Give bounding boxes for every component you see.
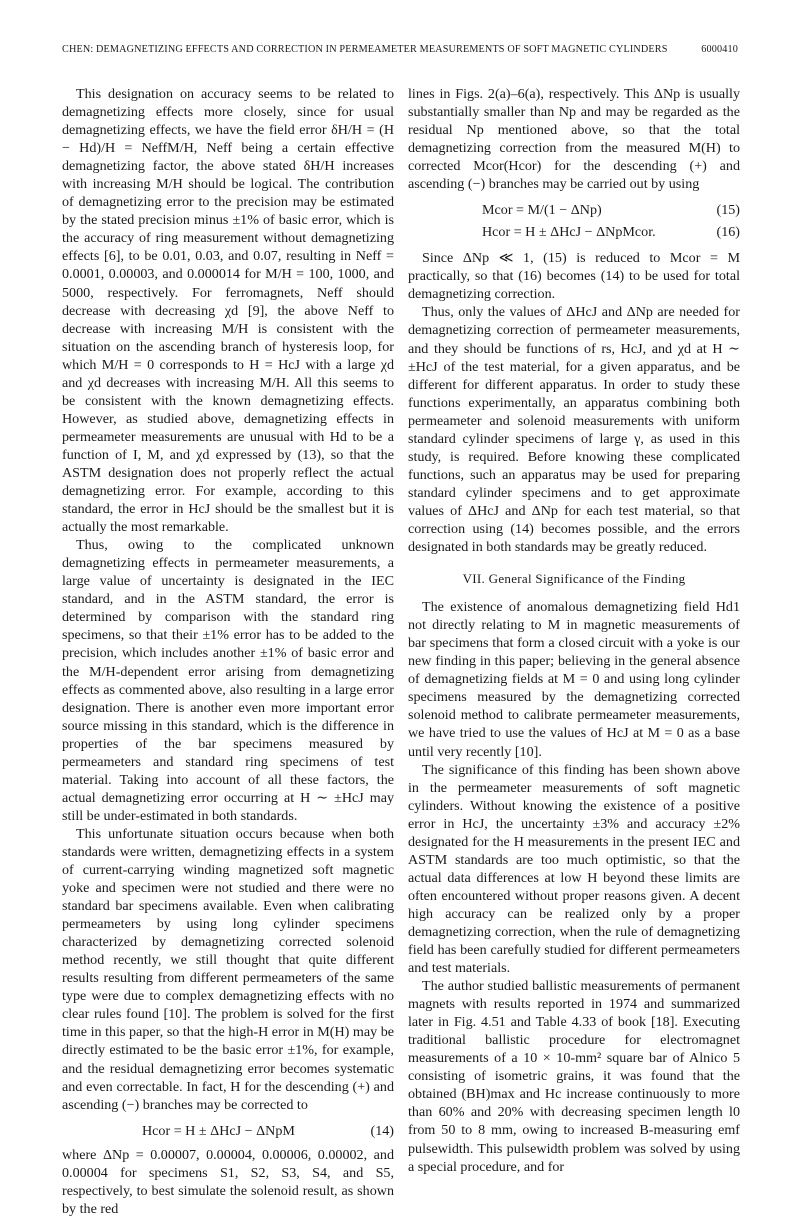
- section-title: General Significance of the Finding: [488, 571, 686, 587]
- body-paragraph: where ΔNp = 0.00007, 0.00004, 0.00006, 0.00002, and 0.00004 for specimens S1, S2, S3, S4, and S5, respectively, to best simulate the solenoid result, as shown by the red: [62, 1146, 394, 1217]
- body-paragraph: Thus, only the values of ΔHcJ and ΔNp are needed for demagnetizing correction of permeameter measurements, and they should be functions of rs, HcJ, and χd at H ∼ ±HcJ of the test material, for a given apparatus, and be different for different apparatus. In order to study these functions experimentally, an apparatus combining both permeameter and solenoid measurements with uniform standard cylinder specimens of large γ, as used in this study, is required. Before knowing these complicated functions, such an apparatus may be used for preparing standard cylinder specimens and to get approximate values of ΔHcJ and ΔNp for each test material, so that correction using (14) becomes possible, and the errors designated in both standards may be greatly reduced.: [408, 304, 740, 556]
- body-paragraph: This unfortunate situation occurs because when both standards were written, demagnetizing effects in a system of current-carrying winding magnetized soft magnetic yoke and specimen were not studied and there were no standard bar specimens available. Even when calibrating permeameters by using long cylinder specimens characterized by demagnetizing corrected solenoid method recently, we still thought that quite different results resulting from different permeameters of the same type were due to complex demagnetizing effects with no clear rules found [10]. The problem is solved for the first time in this paper, so that the high-H error in M(H) may be directly estimated to be the basic error ±1%, for example, and the residual demagnetizing error becomes systematic and even correctable. In fact, H for the descending (+) and ascending (−) branches may be corrected to: [62, 825, 394, 1113]
- section-number: VII.: [462, 571, 486, 587]
- body-paragraph: The author studied ballistic measurements of permanent magnets with results reported in 1974 and summarized later in Fig. 4.51 and Table 4.33 of book [18]. Executing traditional ballistic procedure for electromagnet measurements of a 10 × 10-mm² square bar of Alnico 5 consisting of isometric grains, it was found that the obtained (BH)max and Hc increase continuously to more than 60% and 20% with decreasing specimen length l0 from 50 to 8 mm, owing to increased B-measuring emf pulsewidth. This pulsewidth problem was solved by using a special procedure, and for: [408, 978, 740, 1175]
- equation-16: [408, 221, 740, 243]
- body-paragraph: This designation on accuracy seems to be related to demagnetizing effects more closely, since for usual demagnetizing effects, we have the field error δH/H = (H − Hd)/H = NeffM/H, Neff being a certain effective demagnetizing factor, the above stated δH/H increases with increasing M/H should be logical. The contribution of demagnetizing error to the precision may be estimated by the stated precision minus ±1% of basic error, which is the accuracy of ring measurement without demagnetizing effects [6], to be 0.01, 0.03, and 0.07, resulting in Neff = 0.0001, 0.00003, and 0.000014 for M/H = 100, 1000, and 5000, respectively. For ferromagnets, Neff should decrease with decreasing χd [9], the above Neff to decrease with increasing M/H is consistent with the situation on the ascending branch of hysteresis loop, for which M/H = 0 corresponds to H = HcJ with a large χd and χd decreases with increasing M/H. All this seems to be consistent with the known demagnetizing effects. However, as studied above, demagnetizing effects in permeameter measurements are unusual with Hd to be a function of I, M, and χd expressed by (13), so that the ASTM designation does not properly reflect the actual demagnetizing error. For example, according to this standard, the error in HcJ should be the smallest but it is actually the most remarkable.: [62, 86, 394, 536]
- body-paragraph: The existence of anomalous demagnetizing field Hd1 not directly relating to M in magnetic measurements of bar specimens that form a closed circuit with a yoke is our new finding in this paper; believing in the general absence of demagnetizing fields at M = 0 and using long cylinder specimens measured by the demagnetizing corrected solenoid method to calibrate permeameter measurements, we have tried to use the values of HcJ at M = 0 as a base until very recently [10].: [408, 599, 740, 760]
- equation-number: (16): [716, 224, 740, 241]
- page-number: 6000410: [701, 44, 738, 55]
- equation-body: Mcor = M/(1 − ΔNp): [482, 202, 602, 219]
- right-column: [408, 85, 740, 1176]
- equation-15: [408, 199, 740, 221]
- body-paragraph: Since ΔNp ≪ 1, (15) is reduced to Mcor = M practically, so that (16) becomes (14) to be used for total demagnetizing correction.: [408, 250, 740, 303]
- left-column: [62, 85, 394, 1218]
- equation-body: Hcor = H ± ΔHcJ − ΔNpMcor.: [482, 224, 656, 241]
- body-paragraph: lines in Figs. 2(a)–6(a), respectively. This ΔNp is usually substantially smaller than Np and may be regarded as the residual Np mentioned above, so that the total demagnetizing correction from the measured M(H) to corrected Mcor(Hcor) for the descending (+) and ascending (−) branches may be carried out by using: [408, 86, 740, 193]
- equation-body: Hcor = H ± ΔHcJ − ΔNpM: [142, 1122, 295, 1139]
- section-heading: [408, 570, 740, 588]
- body-paragraph: The significance of this finding has been shown above in the permeameter measurements of soft magnetic cylinders. Without knowing the existence of a positive error in HcJ, the uncertainty ±3% and accuracy ±2% designated for the H measurements in the present IEC and ASTM standards are too much optimistic, so that the actual data differences at low H beyond these limits are often encountered without proper reasons given. A decent high accuracy can be realized only by a proper demagnetizing correction, when the rule of demagnetizing field has been carefully studied for different permeameters and test materials.: [408, 761, 740, 977]
- running-title: CHEN: DEMAGNETIZING EFFECTS AND CORRECTION IN PERMEAMETER MEASUREMENTS OF SOFT MAGNETIC CYLINDERS: [62, 44, 668, 55]
- body-paragraph: Thus, owing to the complicated unknown demagnetizing effects in permeameter measurements, a large value of uncertainty is designated in the IEC standard, and in the ASTM standard, the error is determined by comparison with the standard ring specimens, so that their ±1% error has to be added to the precision, which includes another ±1% of basic error and the M/H-dependent error arising from demagnetizing effects as commented above, also resulting in a large error designation. There is another even more important error source missing in this standard, which is the difference in properties of the bar specimens measured by permeameters and standard ring specimens of test material. Taking into account of all these factors, the actual demagnetizing error occurring at H ∼ ±HcJ may still be under-estimated in both standards.: [62, 537, 394, 824]
- equation-number: (15): [716, 202, 740, 219]
- equation-14: [62, 1120, 394, 1142]
- equation-number: (14): [370, 1122, 394, 1139]
